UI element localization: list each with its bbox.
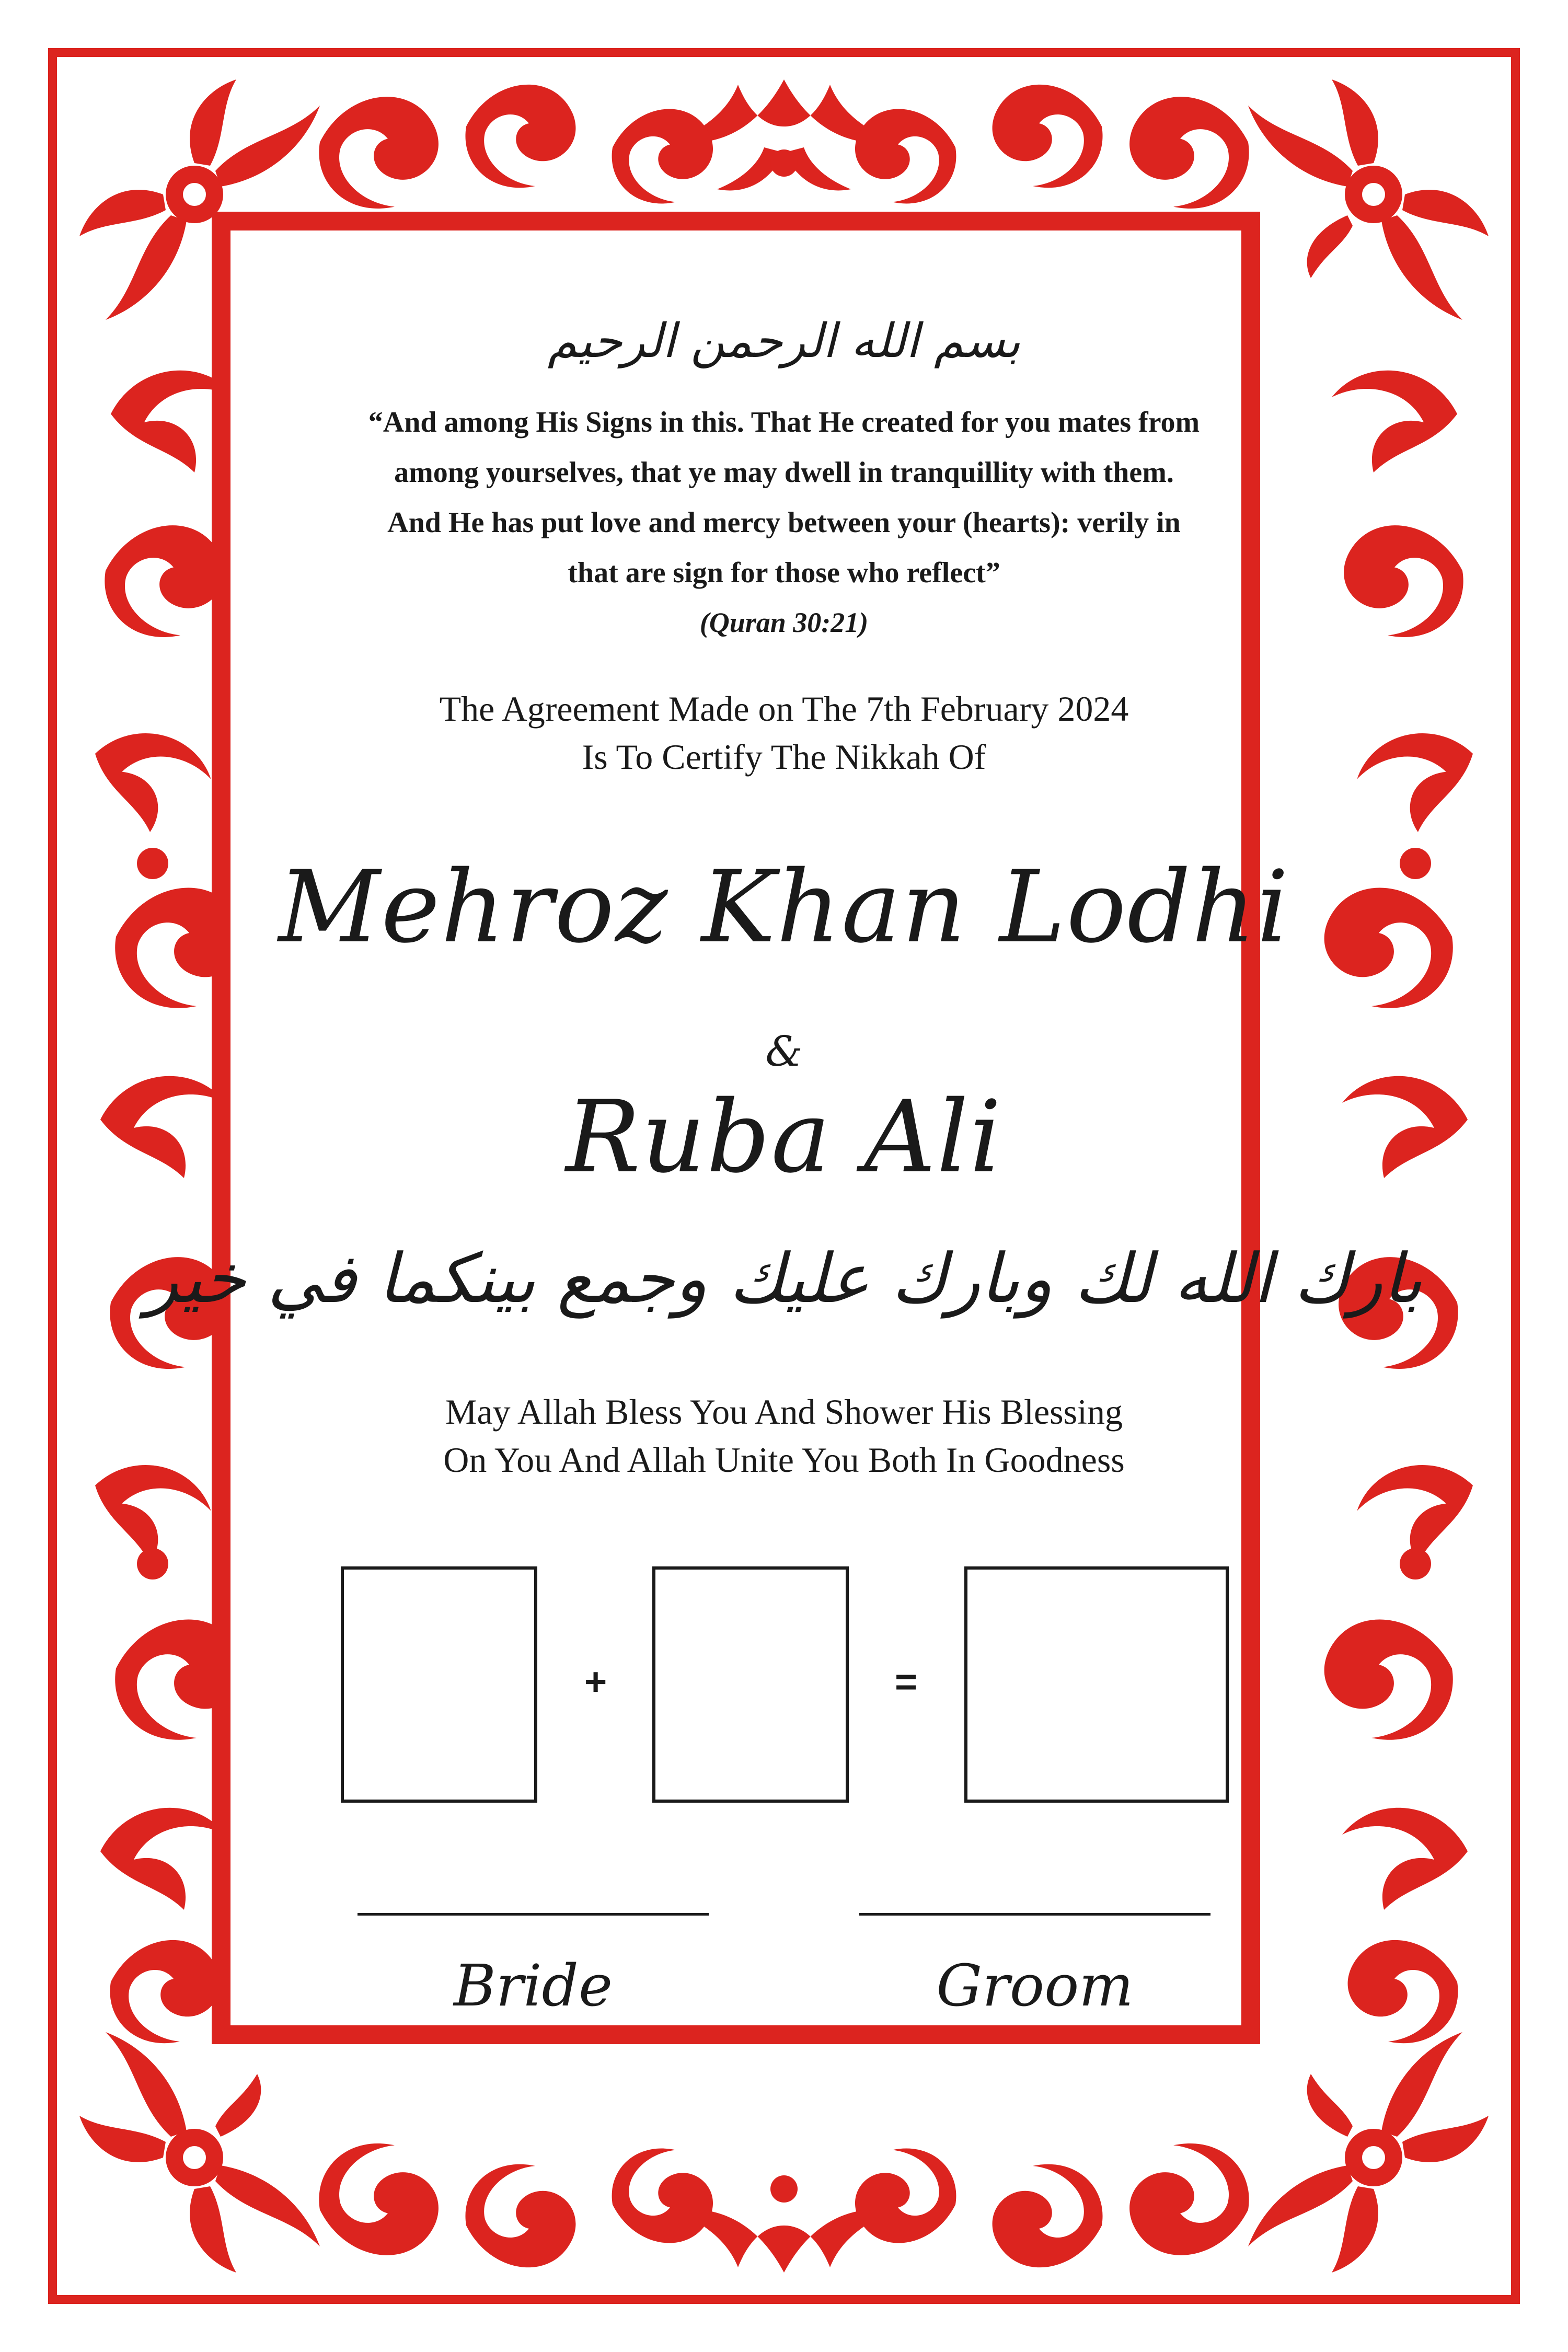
agreement-date-line: The Agreement Made on The 7th February 2024 <box>439 689 1129 729</box>
verse-line: that are sign for those who reflect” <box>568 557 1000 589</box>
groom-photo-box <box>652 1566 849 1803</box>
verse-line: among yourselves, that ye may dwell in tranquillity with them. <box>394 456 1174 489</box>
bride-photo-box <box>341 1566 537 1803</box>
couple-photo-box <box>964 1566 1229 1803</box>
blessing-line: May Allah Bless You And Shower His Blessing <box>445 1392 1123 1432</box>
equals-sign: = <box>895 1660 918 1703</box>
groom-signature-line <box>859 1913 1210 1916</box>
bismillah-calligraphy: بسم الله الرحمن الرحيم <box>547 314 1021 368</box>
agreement-statement <box>0 685 1568 781</box>
dua-calligraphy: بارك الله لك وبارك عليك وجمع بينكما في خير <box>145 1239 1423 1318</box>
ampersand: & <box>765 1027 803 1076</box>
plus-sign: + <box>584 1660 607 1703</box>
verse-line: And He has put love and mercy between your (hearts): verily in <box>387 506 1181 539</box>
groom-name: Mehroz Khan Lodhi <box>278 849 1290 965</box>
verse-line: “And among His Signs in this. That He created for you mates from <box>368 406 1200 439</box>
blessing-text <box>0 1388 1568 1484</box>
blessing-line: On You And Allah Unite You Both In Goodness <box>443 1440 1125 1480</box>
quran-verse <box>0 397 1568 598</box>
bride-signature-label: Bride <box>453 1952 613 2019</box>
bride-signature-line <box>358 1913 709 1916</box>
agreement-certify-line: Is To Certify The Nikkah Of <box>582 737 986 777</box>
groom-signature-label: Groom <box>936 1952 1134 2019</box>
verse-reference: (Quran 30:21) <box>699 607 869 638</box>
bride-name: Ruba Ali <box>566 1079 1002 1195</box>
